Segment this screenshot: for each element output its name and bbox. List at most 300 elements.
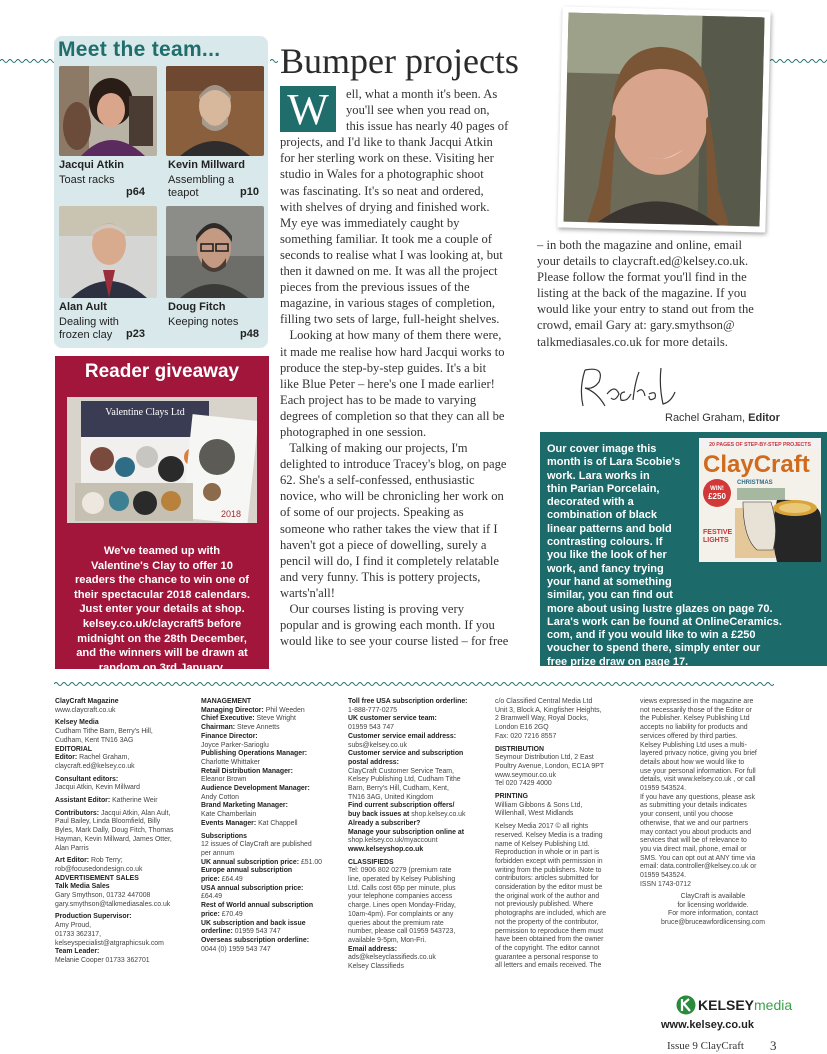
member-page-link[interactable]: p64 [126, 186, 145, 198]
cover-line: contrasting colours. If [547, 536, 663, 549]
cover-line: Our cover image this [547, 443, 657, 455]
footer-line: services offered by third parties. [640, 732, 738, 740]
avatar-doug-fitch [166, 206, 264, 298]
footer-label: Publishing Operations Manager: [201, 750, 308, 758]
editor-credit [665, 412, 780, 424]
footer-line: layered privacy notice, giving you brief [640, 750, 757, 758]
member-name: Alan Ault [59, 301, 107, 313]
footer-line: www.claycraft.co.uk [55, 706, 116, 714]
footer-line: services that will be of relevance to [640, 837, 747, 845]
footer-line: c/o Classified Central Media Ltd [495, 698, 593, 705]
cover-line: more about using lustre glazes on page 70. [547, 602, 773, 615]
footer-line [348, 715, 494, 724]
footer-line [348, 820, 494, 829]
footer-label: Team Leader: [55, 948, 100, 956]
footer-label: Already a subscriber? [348, 819, 421, 827]
avatar-kevin-millward [166, 66, 264, 156]
media-logo-word: media [754, 997, 793, 1013]
footer-line [55, 875, 195, 884]
footer-label: Rest of World annual subscription [201, 902, 314, 910]
giveaway-line: Just enter your details at shop. [79, 603, 245, 616]
footer-line: not previously published. Where [495, 901, 594, 909]
footer-line: of the copyright. The editor cannot [495, 944, 600, 952]
member-role: Assembling a [168, 174, 235, 186]
footer-line: you via direct mail, phone, email or [640, 845, 747, 853]
footer-line [348, 802, 494, 811]
footer-line: William Gibbons & Sons Ltd, [495, 801, 583, 809]
footer-line [201, 911, 343, 920]
footer-label: Kelsey Media [55, 719, 99, 727]
member-name: Jacqui Atkin [59, 159, 124, 171]
article-line: produce the step-by-step guides. It's a bit [280, 360, 487, 375]
footer-label: www.kelseyshop.co.uk [348, 845, 424, 853]
footer-line [201, 715, 343, 724]
article-line: warts'n'all! [280, 585, 335, 600]
footer-line: 01733 362317, [55, 930, 101, 938]
footer-value: £70.49 [221, 910, 243, 918]
footer-line: not necessarily those of the Editor or [640, 706, 752, 714]
footer-line: Byles, Mark Dally, Doug Fitch, Thomas [55, 827, 174, 835]
footer-line: permission to reproduce them must [495, 927, 603, 935]
article-line: someone who rather takes the view that if I [280, 521, 498, 536]
giveaway-line: their spectacular 2018 calendars. [74, 588, 250, 601]
article-line: haven't got a piece of dowelling, surely a [280, 537, 487, 552]
article-line: for her sterling work on these. Visiting her [280, 151, 494, 166]
kelsey-logo-icon [676, 995, 696, 1015]
footer-column-2 [201, 698, 343, 954]
footer-line: Joyce Parker-Sarioglu [201, 741, 269, 749]
cover-word: LIGHTS [703, 537, 729, 544]
article-line: Please follow the format you'll find in the [537, 270, 747, 285]
footer-line: otherwise, that we and our partners [640, 819, 749, 827]
footer-line [495, 746, 635, 755]
footer-line [495, 793, 635, 802]
editor-signature [575, 362, 685, 410]
article-line: filling two sets of large, full-height shelves. [280, 312, 500, 327]
footer-value: Katherine Weir [112, 797, 158, 805]
article-line: then it dawned on me. It was all the project [280, 264, 498, 279]
footer-label: Customer service and subscription [348, 750, 464, 758]
footer-line: www.seymour.co.uk [495, 771, 556, 779]
article-line: novice, who will be chronicling her work on [280, 489, 504, 504]
footer-line: forbidden except with permission in [495, 857, 603, 865]
footer-line: London E16 2GQ [495, 724, 549, 732]
article-line: of some of our projects. Speaking as [280, 505, 464, 520]
footer-label: Consultant editors: [55, 775, 119, 783]
licensing-line: For more information, contact [668, 910, 758, 918]
footer-line: Gary Smythson, 01732 447008 [55, 892, 151, 900]
article-line: – in both the magazine and online, email [537, 238, 742, 252]
giveaway-line: and the winners will be drawn at [76, 647, 248, 660]
footer-line [201, 876, 343, 885]
footer-line [348, 846, 494, 855]
footer-line: Melanie Cooper 01733 362701 [55, 956, 150, 964]
footer-line [348, 946, 494, 955]
footer-line: have been obtained from the owner [495, 936, 604, 944]
footer-label: CLASSIFIEDS [348, 858, 394, 866]
footer-line: queries about the premium rate [348, 919, 444, 927]
footer-line [55, 776, 195, 785]
article-line: magazine, in various stages of completion, [280, 296, 496, 311]
footer-line: Tel 020 7429 4000 [495, 780, 552, 788]
wavy-divider-top-left [0, 58, 54, 64]
article-line: would like your entry to stand out from the [537, 302, 754, 317]
footer-line: as submitting your details indicates [640, 802, 747, 810]
footer-line: your telephone companies access [348, 893, 453, 901]
footer-line: 1-888-777-0275 [348, 706, 398, 714]
footer-line: Jacqui Atkin, Kevin Millward [55, 784, 141, 792]
footer-line [201, 707, 343, 716]
article-line: with shelves of drying and finished work. [280, 199, 490, 214]
article-line: Talking of making our projects, I'm [280, 441, 468, 456]
footer-value: Steve Annetts [237, 724, 280, 732]
article-line: was fascinating. It's so neat and ordered, [280, 183, 484, 198]
footer-line: all letters and emails received. The [495, 962, 602, 970]
kelsey-logo-word: KELSEY [698, 997, 755, 1013]
footer-label: UK customer service team: [348, 715, 437, 723]
avatar-alan-ault [59, 206, 157, 298]
article-line: studio in Wales for a photographic shoot [280, 167, 484, 182]
footer-line [55, 810, 195, 819]
footer-line: use your personal information. For full [640, 767, 756, 775]
footer-line: the original work of the author and [495, 892, 600, 900]
footer-label: orderline: [201, 928, 233, 936]
footer-line [55, 857, 195, 866]
footer-line: Tel: 0906 802 0279 (premium rate [348, 867, 452, 875]
article-line: crowd, email Gary at: gary.smythson@ [537, 318, 735, 333]
editor-photo [557, 6, 770, 232]
article-line: pencil will do, I find it completely relatable [280, 553, 499, 568]
footer-line [201, 867, 343, 876]
footer-value: Steve Wright [256, 715, 296, 723]
cover-word: FESTIVE [703, 529, 733, 536]
footer-line [348, 829, 494, 838]
editor-name: Rachel Graham, [665, 412, 746, 424]
footer-label: Toll free USA subscription orderline: [348, 698, 468, 705]
article-line: it made me realise how hard Jacqui works to [280, 344, 505, 359]
article-line: would like to see your course listed – for free [280, 634, 509, 649]
article-line: projects, and I'd like to thank Jacqui Atkin [280, 135, 493, 150]
footer-line [201, 885, 343, 894]
cover-word: CHRISTMAS [737, 480, 773, 486]
footer-line [201, 902, 343, 911]
footer-column-5 [640, 698, 786, 889]
cover-line: com, and if you would like to win a £250 [547, 629, 756, 642]
footer-line: TN16 3AG, United Kingdom [348, 793, 434, 801]
footer-label: Assistant Editor: [55, 797, 111, 805]
footer-label: Overseas subscription orderline: [201, 936, 309, 944]
article-line: delighted to introduce Tracey's blog, on page [280, 457, 507, 472]
footer-label: Brand Marketing Manager: [201, 802, 288, 810]
article-line: you'll see when you read on, [346, 103, 490, 118]
article-line: Our courses listing is proving very [280, 602, 464, 616]
footer-label: Retail Distribution Manager: [201, 767, 293, 775]
footer-line: Ltd. Calls cost 65p per minute, plus [348, 884, 456, 892]
footer-label: postal address: [348, 758, 399, 766]
member-page-link[interactable]: p48 [240, 328, 259, 340]
footer-label: Finance Director: [201, 732, 258, 740]
footer-value: 01959 543 747 [234, 928, 281, 936]
footer-label: Art Editor: [55, 857, 90, 865]
page-number: 3 [770, 1038, 777, 1053]
footer-line [55, 698, 195, 707]
giveaway-line: readers the chance to win one of [74, 574, 250, 587]
footer-column-3 [348, 698, 494, 972]
footer-label: PRINTING [495, 793, 528, 801]
footer-column-4 [495, 698, 635, 971]
issue-label: Issue 9 ClayCraft [667, 1040, 744, 1052]
footer-value: £64.49 [221, 876, 243, 884]
footer-label: price: [201, 876, 220, 884]
footer-label: Email address: [348, 945, 398, 953]
article-line: degrees of completion so that they can all be [280, 408, 505, 423]
wavy-divider-top-right [770, 58, 827, 64]
footer-line: If you have any questions, please ask [640, 793, 755, 801]
member-page-link[interactable]: p10 [240, 186, 259, 198]
member-name: Kevin Millward [168, 159, 246, 171]
footer-line: your consent, until you choose [640, 811, 734, 819]
footer-line: Kelsey Classifieds [348, 963, 404, 971]
wavy-divider-top-mid [270, 58, 278, 64]
footer-line: email: data.controller@kelsey.co.uk or [640, 863, 757, 871]
footer-label: Audience Development Manager: [201, 785, 310, 793]
footer-line: SMS. You can opt out at ANY time via [640, 854, 756, 862]
article-line: popular and is growing each month. If you [280, 618, 495, 633]
footer-line: Unit 3, Block A, Kingfisher Heights, [495, 706, 602, 714]
footer-label: buy back issues at [348, 811, 410, 819]
article-line: My eye was immediately caught by [280, 215, 460, 230]
footer-line: the Publisher. Kelsey Publishing Ltd [640, 715, 750, 723]
cover-line: similar, you can find out [547, 589, 673, 602]
footer-line: shop.kelsey.co.uk/myaccount [348, 837, 438, 845]
cover-line: Lara's work can be found at OnlineCeramics. [547, 615, 782, 628]
cover-title: ClayCraft [703, 451, 810, 478]
article-line: talkmediasales.co.uk for more details. [537, 334, 728, 349]
kelsey-media-logo [676, 994, 792, 1016]
article-body-column-2 [537, 237, 777, 350]
footer-line: Cudham Tithe Barn, Berry's Hill, [55, 728, 153, 736]
drop-cap: W [280, 86, 336, 132]
wavy-divider-footer [54, 681, 774, 687]
footer-line: Andy Cotton [201, 793, 239, 801]
footer-line: Kate Chamberlain [201, 811, 257, 819]
cover-word: WIN! [710, 486, 724, 492]
footer-label: Customer service email address: [348, 732, 457, 740]
giveaway-calendar-image [67, 397, 257, 523]
footer-value: shop.kelsey.co.uk [411, 811, 466, 819]
footer-line: line, operated by Kelsey Publishing [348, 876, 456, 884]
footer-line [201, 785, 343, 794]
footer-line [55, 913, 195, 922]
article-line: 62. She's a self-confessed, enthusiastic [280, 473, 475, 488]
footer-line: available 9-5pm, Mon-Fri. [348, 936, 427, 944]
cover-line: work. Lara works in [547, 469, 650, 482]
footer-line: Kelsey Publishing Ltd, Cudham Tithe [348, 776, 461, 784]
article-line: listing at the back of the magazine. If you [537, 286, 747, 301]
giveaway-line: Valentine's Clay to offer 10 [91, 559, 233, 572]
footer-line [55, 719, 195, 728]
footer-line: ads@kelseyclassifieds.co.uk [348, 954, 436, 962]
footer-line [55, 746, 195, 755]
footer-line [55, 883, 195, 892]
article-line: seconds to realise what I was looking at, but [280, 247, 503, 262]
footer-line: gary.smythson@talkmediasales.co.uk [55, 900, 171, 908]
footer-line: per annum [201, 849, 234, 857]
article-line: Looking at how many of them there were, [280, 328, 502, 343]
editor-role: Editor [748, 412, 780, 424]
footer-line [201, 750, 343, 759]
member-name: Doug Fitch [168, 301, 226, 313]
footer-line [55, 948, 195, 957]
footer-line: Poultry Avenue, London, EC1A 9PT [495, 762, 605, 770]
footer-line: Seymour Distribution Ltd, 2 East [495, 754, 594, 762]
footer-label: DISTRIBUTION [495, 745, 544, 753]
footer-label: Manage your subscription online at [348, 828, 465, 836]
footer-label: Editor: [55, 754, 78, 762]
footer-line: Charlotte Whittaker [201, 758, 260, 766]
footer-line [201, 820, 343, 829]
footer-label: USA annual subscription price: [201, 884, 304, 892]
footer-line: kelseyspecialist@atgraphicsuk.com [55, 939, 164, 947]
kelsey-website-link[interactable]: www.kelsey.co.uk [661, 1019, 754, 1031]
giveaway-title: Reader giveaway [84, 361, 240, 382]
footer-line: 01959 543524. [640, 785, 686, 793]
footer-label: ClayCraft Magazine [55, 698, 119, 705]
footer-line [201, 928, 343, 937]
article-line: ell, what a month it's been. As [346, 87, 498, 101]
giveaway-text [60, 544, 264, 675]
cover-line: you like the look of her [547, 549, 667, 562]
licensing-line: ClayCraft is available [680, 893, 746, 900]
footer-line: accepts no liability for products and [640, 724, 748, 732]
avatar-jacqui-atkin [59, 66, 157, 156]
article-headline: Bumper projects [280, 41, 519, 81]
footer-line [348, 859, 494, 868]
footer-value: Rachel Graham, [79, 754, 130, 762]
footer-label: Subscriptions [201, 832, 247, 840]
footer-line [201, 698, 343, 707]
footer-line: ClayCraft Customer Service Team, [348, 767, 454, 775]
footer-line [348, 733, 494, 742]
footer-label: price: [201, 910, 220, 918]
footer-line: 01959 543524. [640, 872, 686, 880]
footer-line: Willenhall, West Midlands [495, 810, 574, 818]
footer-line: Alan Parris [55, 844, 89, 852]
footer-label: Chief Executive: [201, 715, 255, 723]
footer-label: Europe annual subscription [201, 867, 293, 875]
article-body-column-1 [280, 86, 552, 649]
footer-line: Fax: 020 7216 8557 [495, 732, 557, 740]
cover-word: £250 [708, 492, 726, 501]
footer-line [348, 811, 494, 820]
footer-line: 10am-4pm). For complaints or any [348, 910, 454, 918]
footer-line: Hayman, Kevin Millward, James Otter, [55, 835, 172, 843]
cover-line: month is of Lara Scobie's [547, 456, 681, 469]
footer-line: not the property of the contributor, [495, 918, 599, 926]
footer-line: rob@focusedondesign.co.uk [55, 865, 143, 873]
footer-label: MANAGEMENT [201, 698, 252, 705]
team-title: Meet the team... [58, 38, 221, 61]
footer-line: Kelsey Media 2017 © all rights [495, 823, 589, 831]
footer-label: Contributors: [55, 809, 100, 817]
footer-line: number, please call 01959 543723, [348, 928, 456, 936]
member-role: teapot [168, 187, 199, 199]
footer-line: may contact you about products and [640, 828, 752, 836]
footer-line: Kelsey Publishing Ltd uses a multi- [640, 741, 747, 749]
article-line: like Blue Peter – here's one I made earlier! [280, 376, 495, 391]
calendar-year: 2018 [220, 509, 242, 519]
cover-line: your hand at something [547, 575, 672, 588]
article-line: Each project has to be made to varying [280, 392, 477, 407]
article-line: and very funny. This is pottery projects, [280, 569, 481, 584]
footer-line [201, 768, 343, 777]
cover-line: decorated with a [547, 496, 634, 509]
footer-label: Production Supervisor: [55, 913, 132, 921]
footer-label: UK annual subscription price: [201, 858, 300, 866]
cover-line: free prize draw on page 17. [547, 655, 689, 668]
article-line: something familiar. It took me a couple of [280, 231, 492, 246]
member-role: Keeping notes [168, 316, 239, 328]
article-line: photographed in one session. [280, 424, 427, 439]
member-role: Toast racks [59, 174, 115, 186]
footer-line [55, 797, 195, 806]
footer-label: Find current subscription offers/ [348, 802, 455, 810]
member-role: Dealing with [59, 316, 119, 328]
footer-line: Amy Proud, [55, 922, 91, 930]
footer-line: charge. Lines open Monday-Friday, [348, 902, 456, 910]
footer-value: Phil Weeden [265, 706, 305, 714]
giveaway-line: random on 3rd January. [98, 661, 226, 674]
footer-value: Kat Chappell [258, 819, 298, 827]
footer-line [348, 698, 494, 707]
footer-line [201, 859, 343, 868]
footer-line: 0044 (0) 1959 543 747 [201, 945, 271, 953]
footer-line: writing from the publishers. Note to [495, 866, 602, 874]
footer-line: 2 Bramwell Way, Royal Docks, [495, 715, 589, 723]
footer-line: details about how we would like to [640, 758, 745, 766]
footer-line: subs@kelsey.co.uk [348, 741, 407, 749]
footer-line: consideration by the editor must be [495, 884, 603, 892]
member-page-link[interactable]: p23 [126, 328, 145, 340]
footer-line [348, 750, 494, 759]
licensing-note [640, 893, 786, 928]
footer-label: ADVERTISEMENT SALES [55, 874, 139, 882]
footer-line: details, visit www.kelsey.co.uk , or call [640, 776, 756, 784]
cover-description [547, 443, 819, 669]
footer-label: Managing Director: [201, 706, 264, 714]
footer-label: EDITORIAL [55, 745, 93, 753]
footer-line [201, 833, 343, 842]
calendar-image-caption: Valentine Clays Ltd [105, 407, 185, 418]
footer-value: Rob Terry; [91, 857, 123, 865]
footer-line: reserved. Kelsey Media is a trading [495, 831, 603, 839]
footer-line: Cudham, Kent TN16 3AG [55, 736, 134, 744]
licensing-line: bruce@bruceawfordlicensing.com [661, 919, 765, 927]
footer-line [201, 802, 343, 811]
cover-banner: 20 PAGES OF STEP-BY-STEP PROJECTS [709, 442, 811, 448]
footer-label: Talk Media Sales [55, 883, 110, 891]
footer-line: ISSN 1743-0712 [640, 880, 691, 888]
footer-line [201, 733, 343, 742]
cover-line: combination of black [547, 509, 658, 522]
footer-line [55, 754, 195, 763]
footer-line: contributors: articles submitted for [495, 875, 599, 883]
article-line: pieces from the previous issues of the [280, 280, 470, 295]
footer-line: 01959 543 747 [348, 724, 394, 732]
footer-line: Barn, Berry's Hill, Cudham, Kent, [348, 785, 449, 793]
article-line: your details to claycraft.ed@kelsey.co.uk. [537, 254, 749, 269]
footer-label: Events Manager: [201, 819, 257, 827]
